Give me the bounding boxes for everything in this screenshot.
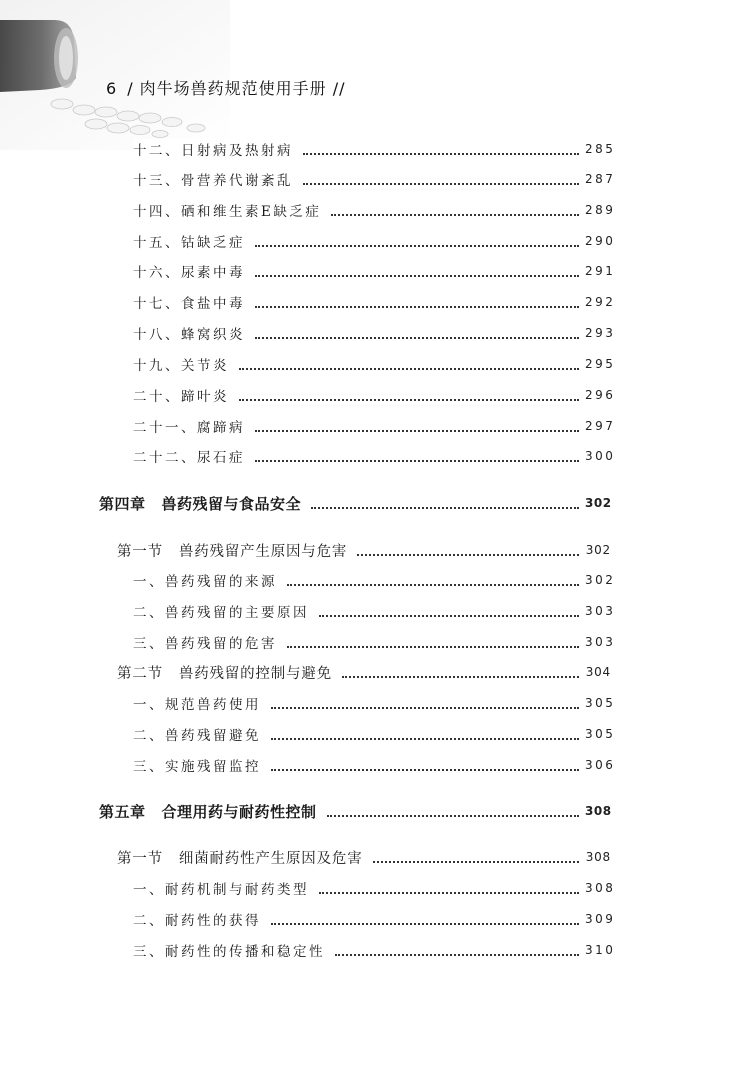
- toc-item-entry[interactable]: [133, 383, 616, 407]
- toc-item-entry[interactable]: [133, 753, 616, 777]
- toc-entry-title: [133, 632, 283, 652]
- toc-entry-label: 兽药残留与食品安全: [161, 494, 302, 513]
- toc-entry-title: [133, 940, 331, 960]
- toc-entry-label: 十八、蜂窝织炎: [133, 327, 245, 343]
- toc-item-entry[interactable]: [133, 876, 616, 900]
- toc-chapter-entry[interactable]: [99, 491, 611, 515]
- dot-leader: [335, 954, 579, 956]
- toc-item-entry[interactable]: [133, 290, 616, 314]
- toc-entry-label: 二、兽药残留的主要原因: [133, 605, 309, 621]
- dot-leader: [239, 368, 579, 370]
- toc-entry-title: [117, 540, 353, 561]
- toc-entry-label: 十四、硒和维生素E缺乏症: [133, 204, 322, 220]
- toc-entry-label: 一、兽药残留的来源: [133, 574, 277, 590]
- toc-page-number: 302: [585, 543, 611, 557]
- dot-leader: [311, 507, 579, 509]
- toc-section-entry[interactable]: [117, 660, 611, 684]
- toc-entry-label: 合理用药与耐药性控制: [161, 802, 317, 821]
- header-page-number: 6: [106, 79, 118, 98]
- toc-entry-label: 三、实施残留监控: [133, 759, 261, 775]
- toc-page-number: 291: [585, 264, 616, 278]
- toc-entry-label: 二十二、尿石症: [133, 450, 245, 466]
- dot-leader: [303, 183, 579, 185]
- dot-leader: [331, 214, 579, 216]
- toc-item-entry[interactable]: [133, 444, 616, 468]
- toc-page-number: 308: [585, 804, 612, 818]
- toc-entry-number: 第二节: [117, 665, 163, 682]
- toc-page-number: 287: [585, 172, 616, 186]
- dot-leader: [271, 769, 579, 771]
- toc-page-number: 302: [585, 496, 612, 510]
- toc-entry-title: [117, 662, 338, 683]
- toc-entry-number: 第一节: [117, 543, 163, 560]
- toc-entry-number: 第四章: [99, 494, 146, 513]
- dot-leader: [357, 554, 579, 556]
- toc-page-number: 304: [585, 665, 611, 679]
- toc-chapter-entry[interactable]: [99, 799, 611, 823]
- toc-entry-label: 一、耐药机制与耐药类型: [133, 882, 309, 898]
- toc-entry-label: 兽药残留产生原因与危害: [178, 543, 348, 560]
- toc-entry-title: [133, 446, 251, 466]
- toc-page-number: 297: [585, 419, 616, 433]
- toc-entry-title: [99, 801, 323, 822]
- dot-leader: [255, 306, 579, 308]
- toc-entry-label: 兽药残留的控制与避免: [178, 665, 332, 682]
- toc-item-entry[interactable]: [133, 691, 616, 715]
- toc-item-entry[interactable]: [133, 568, 616, 592]
- toc-item-entry[interactable]: [133, 907, 616, 931]
- toc-page-number: 310: [585, 943, 616, 957]
- toc-entry-label: 十六、尿素中毒: [133, 265, 245, 281]
- toc-entry-label: 二、耐药性的获得: [133, 913, 261, 929]
- toc-page-number: 289: [585, 203, 616, 217]
- toc-entry-label: 二十一、腐蹄病: [133, 420, 245, 436]
- toc-entry-title: [133, 323, 251, 343]
- toc-page-number: 308: [585, 881, 616, 895]
- toc-entry-title: [133, 200, 327, 220]
- toc-entry-title: [133, 292, 251, 312]
- dot-leader: [271, 923, 579, 925]
- dot-leader: [271, 707, 579, 709]
- dot-leader: [255, 430, 579, 432]
- toc-page-number: 285: [585, 142, 616, 156]
- toc-entry-label: 三、兽药残留的危害: [133, 636, 277, 652]
- toc-entry-title: [133, 878, 315, 898]
- toc-item-entry[interactable]: [133, 167, 616, 191]
- toc-page-number: 303: [585, 604, 616, 618]
- toc-entry-title: [133, 231, 251, 251]
- toc-entry-label: 二、兽药残留避免: [133, 728, 261, 744]
- toc-entry-label: 三、耐药性的传播和稳定性: [133, 944, 325, 960]
- toc-page-number: 293: [585, 326, 616, 340]
- dot-leader: [271, 738, 579, 740]
- toc-entry-label: 一、规范兽药使用: [133, 697, 261, 713]
- toc-entry-number: 第五章: [99, 802, 146, 821]
- toc-item-entry[interactable]: [133, 722, 616, 746]
- toc-entry-title: [133, 139, 299, 159]
- toc-item-entry[interactable]: [133, 938, 616, 962]
- toc-entry-title: [133, 169, 299, 189]
- toc-item-entry[interactable]: [133, 137, 616, 161]
- toc-page-number: 306: [585, 758, 616, 772]
- toc-entry-label: 十二、日射病及热射病: [133, 143, 293, 159]
- toc-entry-title: [133, 724, 267, 744]
- toc-item-entry[interactable]: [133, 321, 616, 345]
- toc-entry-label: 二十、蹄叶炎: [133, 389, 229, 405]
- toc-page-number: 305: [585, 727, 616, 741]
- toc-entry-title: [99, 493, 307, 514]
- toc-page-number: 305: [585, 696, 616, 710]
- toc-page-number: 295: [585, 357, 616, 371]
- toc-page-number: 300: [585, 449, 616, 463]
- toc-page-number: 292: [585, 295, 616, 309]
- toc-section-entry[interactable]: [117, 845, 611, 869]
- dot-leader: [255, 275, 579, 277]
- dot-leader: [255, 245, 579, 247]
- dot-leader: [303, 153, 579, 155]
- toc-entry-title: [133, 693, 267, 713]
- toc-entry-label: 十五、钴缺乏症: [133, 235, 245, 251]
- toc-entry-title: [133, 570, 283, 590]
- toc-entry-title: [133, 909, 267, 929]
- dot-leader: [319, 892, 579, 894]
- toc-item-entry[interactable]: [133, 414, 616, 438]
- toc-entry-label: 十七、食盐中毒: [133, 296, 245, 312]
- toc-page-number: 309: [585, 912, 616, 926]
- toc-entry-label: 十九、关节炎: [133, 358, 229, 374]
- dot-leader: [239, 399, 579, 401]
- toc-page-number: 308: [585, 850, 611, 864]
- toc-page-number: 302: [585, 573, 616, 587]
- dot-leader: [287, 646, 579, 648]
- toc-item-entry[interactable]: [133, 352, 616, 376]
- dot-leader: [342, 676, 579, 678]
- toc-entry-title: [133, 354, 235, 374]
- toc-entry-title: [133, 385, 235, 405]
- toc-entry-title: [133, 261, 251, 281]
- toc-entry-title: [117, 847, 369, 868]
- toc-entry-title: [133, 601, 315, 621]
- toc-item-entry[interactable]: [133, 229, 616, 253]
- dot-leader: [287, 584, 579, 586]
- toc-entry-label: 细菌耐药性产生原因及危害: [178, 850, 363, 867]
- toc-page-number: 296: [585, 388, 616, 402]
- toc-entry-title: [133, 755, 267, 775]
- toc-section-entry[interactable]: [117, 538, 611, 562]
- toc-item-entry[interactable]: [133, 599, 616, 623]
- dot-leader: [327, 815, 579, 817]
- toc-entry-number: 第一节: [117, 850, 163, 867]
- toc-page-number: 290: [585, 234, 616, 248]
- dot-leader: [373, 861, 579, 863]
- toc-entry-title: [133, 416, 251, 436]
- toc-item-entry[interactable]: [133, 630, 616, 654]
- toc-item-entry[interactable]: [133, 259, 616, 283]
- header-book-title: / 肉牛场兽药规范使用手册 //: [127, 79, 346, 98]
- dot-leader: [255, 337, 579, 339]
- toc-entry-label: 十三、骨营养代谢紊乱: [133, 173, 293, 189]
- toc-item-entry[interactable]: [133, 198, 616, 222]
- dot-leader: [319, 615, 579, 617]
- toc-page-number: 303: [585, 635, 616, 649]
- dot-leader: [255, 460, 579, 462]
